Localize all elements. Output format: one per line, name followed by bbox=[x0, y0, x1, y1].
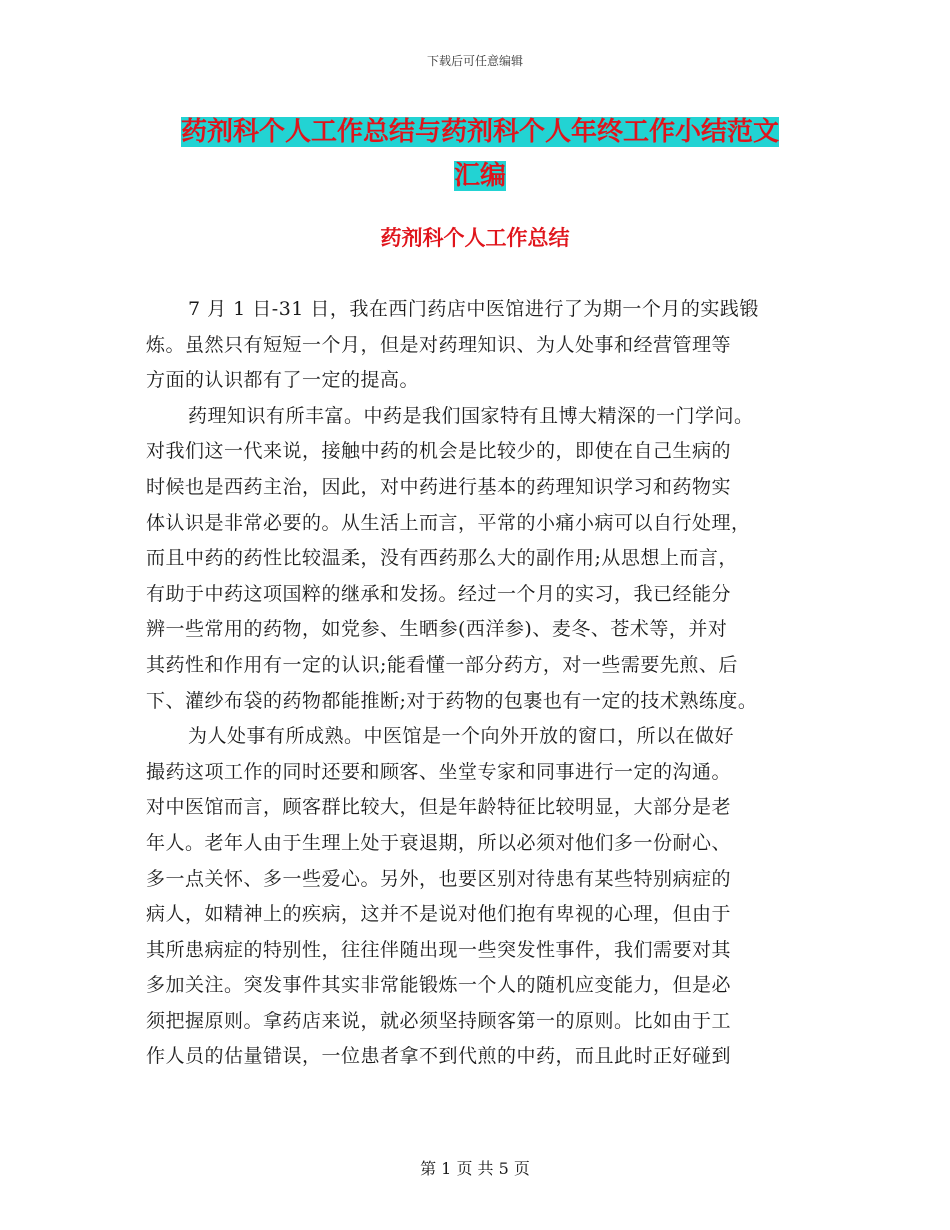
text-line: 时候也是西药主治，因此，对中药进行基本的药理知识学习和药物实 bbox=[146, 475, 732, 498]
text-line: 撮药这项工作的同时还要和顾客、坐堂专家和同事进行一定的沟通。 bbox=[146, 760, 732, 783]
title-line-1: 药剂科个人工作总结与药剂科个人年终工作小结范文 bbox=[180, 117, 779, 147]
body-text bbox=[146, 292, 816, 1075]
paragraph bbox=[146, 399, 816, 719]
text-line: 多一点关怀、多一些爱心。另外，也要区别对待患有某些特别病症的 bbox=[146, 867, 732, 890]
page-footer: 第 1 页 共 5 页 bbox=[420, 1159, 530, 1178]
text-line: 炼。虽然只有短短一个月，但是对药理知识、为人处事和经营管理等 bbox=[146, 333, 732, 356]
text-line: 为人处事有所成熟。中医馆是一个向外开放的窗口，所以在做好 bbox=[188, 725, 735, 748]
text-line: 药理知识有所丰富。中药是我们国家特有且博大精深的一门学问。 bbox=[188, 404, 754, 427]
text-line: 而且中药的药性比较温柔，没有西药那么大的副作用;从思想上而言， bbox=[146, 547, 738, 570]
text-line: 对中医馆而言，顾客群比较大，但是年龄特征比较明显，大部分是老 bbox=[146, 796, 732, 819]
text-line: 方面的认识都有了一定的提高。 bbox=[146, 369, 420, 392]
text-line: 对我们这一代来说，接触中药的机会是比较少的，即使在自己生病的 bbox=[146, 440, 732, 463]
text-line: 下、灌纱布袋的药物都能推断;对于药物的包裹也有一定的技术熟练度。 bbox=[146, 689, 758, 712]
text-line: 作人员的估量错误，一位患者拿不到代煎的中药，而且此时正好碰到 bbox=[146, 1045, 732, 1068]
document-title bbox=[140, 110, 820, 198]
text-line: 其药性和作用有一定的认识;能看懂一部分药方，对一些需要先煎、后 bbox=[146, 653, 738, 676]
text-line: 其所患病症的特别性，往往伴随出现一些突发性事件，我们需要对其 bbox=[146, 938, 732, 961]
paragraph bbox=[146, 292, 816, 399]
text-line: 有助于中药这项国粹的继承和发扬。经过一个月的实习，我已经能分 bbox=[146, 582, 732, 605]
text-line: 须把握原则。拿药店来说，就必须坚持顾客第一的原则。比如由于工 bbox=[146, 1009, 732, 1032]
title-line-2: 汇编 bbox=[453, 161, 506, 191]
paragraph bbox=[146, 719, 816, 1075]
section-title: 药剂科个人工作总结 bbox=[380, 226, 570, 250]
header-note: 下载后可任意编辑 bbox=[426, 54, 523, 68]
text-line: 多加关注。突发事件其实非常能锻炼一个人的随机应变能力，但是必 bbox=[146, 974, 732, 997]
text-line: 辨一些常用的药物，如党参、生晒参(西洋参)、麦冬、苍术等，并对 bbox=[146, 618, 728, 641]
text-line: 年人。老年人由于生理上处于衰退期，所以必须对他们多一份耐心、 bbox=[146, 831, 732, 854]
text-line: 体认识是非常必要的。从生活上而言，平常的小痛小病可以自行处理， bbox=[146, 511, 751, 534]
text-line: 病人，如精神上的疾病，这并不是说对他们抱有卑视的心理，但由于 bbox=[146, 903, 732, 926]
text-line: 7 月 1 日-31 日，我在西门药店中医馆进行了为期一个月的实践锻 bbox=[188, 298, 759, 320]
